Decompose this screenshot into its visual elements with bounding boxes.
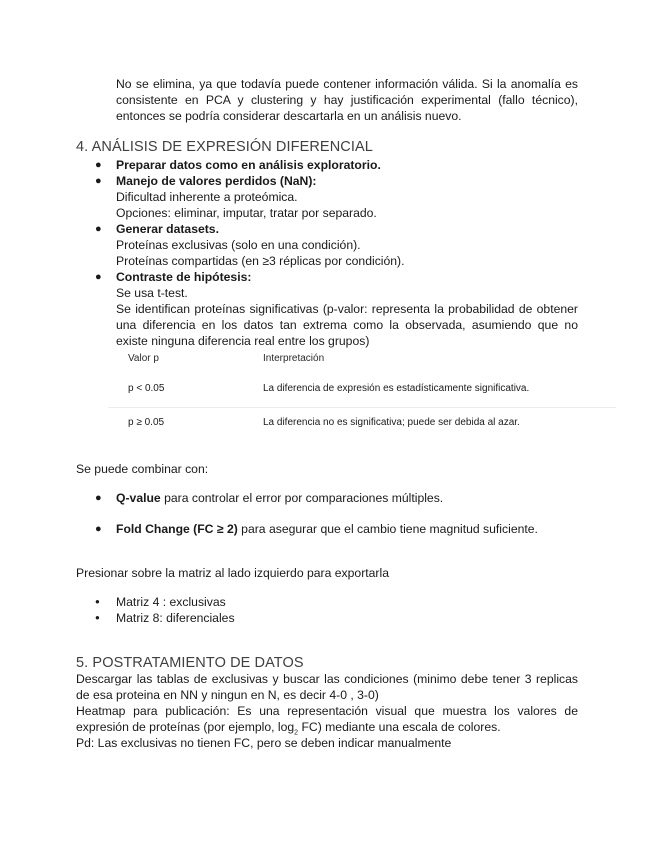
combine-item-bold: Fold Change (FC ≥ 2) <box>116 522 238 536</box>
bullet-generate-datasets: Generar datasets. <box>116 222 219 236</box>
export-item: Matriz 8: diferenciales <box>116 611 235 625</box>
section-5-heading: 5. POSTRATAMIENTO DE DATOS <box>76 655 304 671</box>
table-cell-interpretation: La diferencia no es significativa; puede ser debida al azar. <box>263 417 520 428</box>
intro-paragraph: No se elimina, ya que todavía puede contener información válida. Si la anomalía es consistente en PCA y clustering y hay justificación experimental (fallo técnico), entonces se podría considerar descartarla en un análisis nuevo. <box>116 77 578 123</box>
combine-item-bold: Q-value <box>116 491 161 505</box>
table-header-cell: Valor p <box>128 353 159 364</box>
note-paragraph: Pd: Las exclusivas no tienen FC, pero se deben indicar manualmente <box>76 736 452 750</box>
bullet-missing-values: Manejo de valores perdidos (NaN): <box>116 174 317 188</box>
combine-item-fold-change <box>116 521 538 537</box>
bullet-marker: ● <box>95 159 102 171</box>
table-cell-value: p ≥ 0.05 <box>128 417 165 428</box>
bullet-marker: ● <box>95 175 102 187</box>
bullet-marker: ● <box>95 613 100 622</box>
heatmap-text-end: FC) mediante una escala de colores. <box>298 720 501 734</box>
combine-intro: Se puede combinar con: <box>76 462 209 476</box>
table-header-row <box>108 348 616 370</box>
postprocessing-paragraph: Descargar las tablas de exclusivas y buscar las condiciones (minimo debe tener 3 replicas de esa proteina en NN y ningun en N, es decir 4-0 , 3-0) <box>76 672 578 702</box>
combine-item-qvalue <box>116 490 443 506</box>
combine-item-text: para controlar el error por comparaciones múltiples. <box>160 491 444 505</box>
table-row <box>108 412 616 434</box>
bullet-prepare-data: Preparar datos como en análisis exploratorio. <box>116 158 381 172</box>
table-divider <box>108 407 616 408</box>
table-cell-value: p < 0.05 <box>128 383 165 394</box>
bullet-marker: ● <box>95 492 102 504</box>
log-subscript: 2 <box>294 729 299 737</box>
missing-values-line: Dificultad inherente a proteómica. <box>116 190 298 204</box>
hypothesis-line: Se usa t-test. <box>116 286 188 300</box>
missing-values-line: Opciones: eliminar, imputar, tratar por separado. <box>116 206 377 220</box>
bullet-marker: ● <box>95 271 102 283</box>
bullet-marker: ● <box>95 523 102 535</box>
p-value-table <box>108 348 616 430</box>
bullet-marker: ● <box>95 223 102 235</box>
combine-item-text: para asegurar que el cambio tiene magnitud suficiente. <box>237 522 538 536</box>
datasets-line: Proteínas exclusivas (solo en una condición). <box>116 238 361 252</box>
bullet-marker: ● <box>95 597 100 606</box>
table-cell-interpretation: La diferencia de expresión es estadísticamente significativa. <box>263 383 530 394</box>
section-4-heading: 4. ANÁLISIS DE EXPRESIÓN DIFERENCIAL <box>76 139 373 155</box>
export-item: Matriz 4 : exclusivas <box>116 595 226 609</box>
table-row <box>108 378 616 400</box>
heatmap-text: Heatmap para publicación: Es una representación visual que muestra los valores de expresión de proteínas (por ejemplo, log <box>76 704 578 734</box>
significance-paragraph: Se identifican proteínas significativas (p-valor: representa la probabilidad de obtener una diferencia en los datos tan extrema como la observada, asumiendo que no existe ninguna diferencia real entre los grupos) <box>116 302 578 348</box>
table-header-cell: Interpretación <box>263 353 325 364</box>
datasets-line: Proteínas compartidas (en ≥3 réplicas por condición). <box>116 254 405 268</box>
export-instruction: Presionar sobre la matriz al lado izquierdo para exportarla <box>76 566 389 580</box>
bullet-hypothesis-test: Contraste de hipótesis: <box>116 270 252 284</box>
